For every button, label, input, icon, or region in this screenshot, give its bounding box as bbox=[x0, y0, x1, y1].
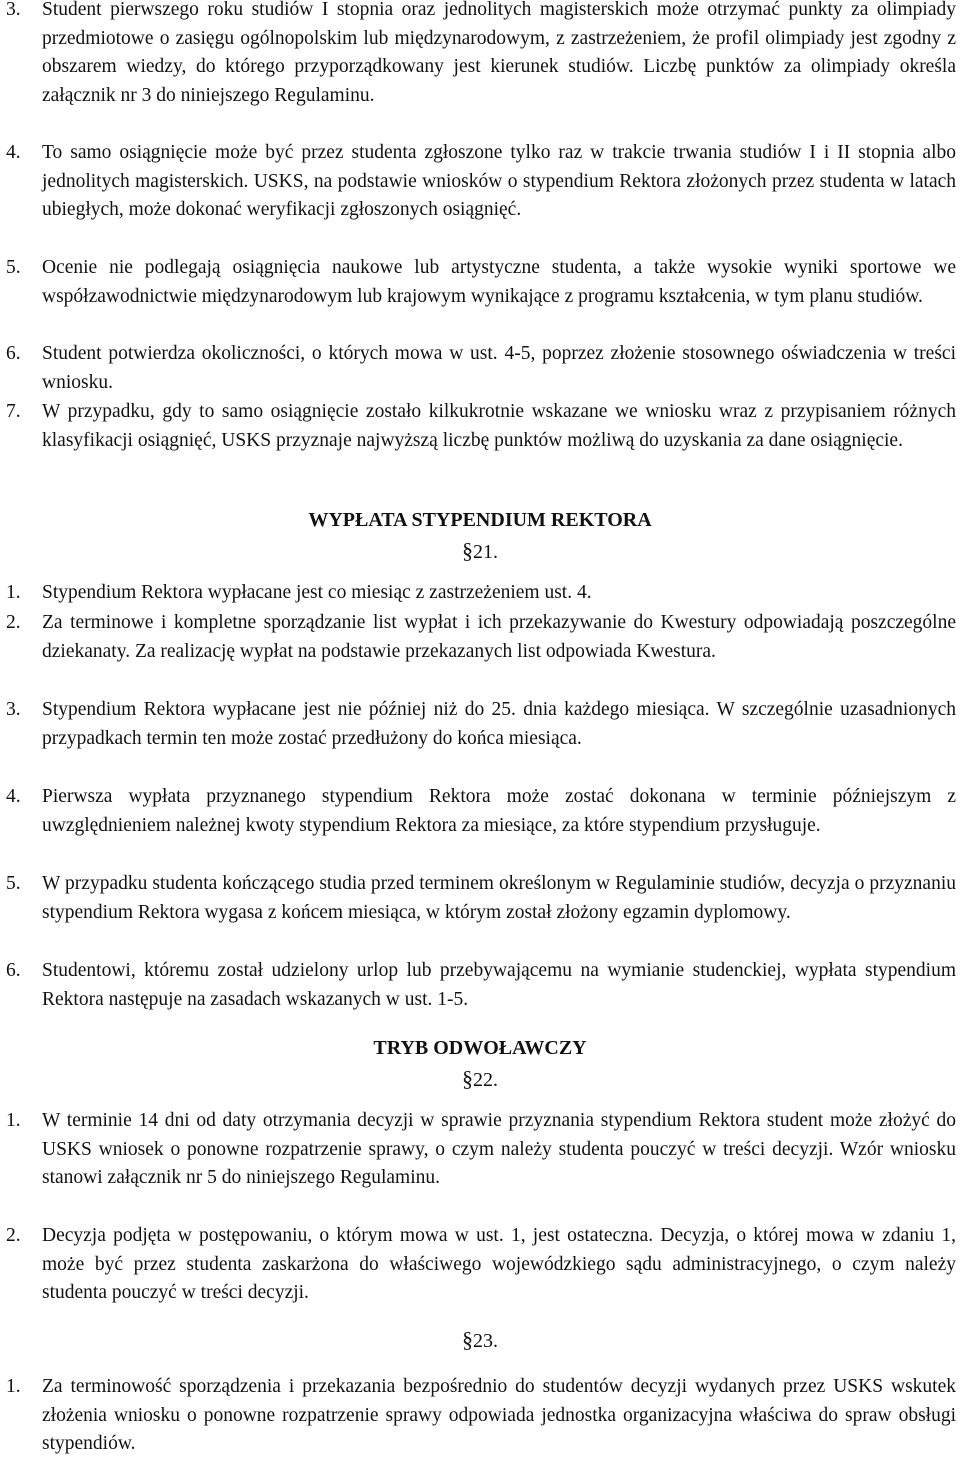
item-text: W przypadku, gdy to samo osiągnięcie zostało kilkukrotnie wskazane we wniosku wraz z przypisaniem różnych klasyfikacji osiągnięć, USKS przyznaje najwyższą liczbę punktów możliwą do uzyskania za dane osiągnięcie. bbox=[42, 401, 956, 451]
list-item bbox=[6, 1222, 956, 1308]
item-number: 2. bbox=[6, 612, 21, 633]
item-number: 4. bbox=[6, 142, 21, 163]
item-text: Studentowi, któremu został udzielony urlop lub przebywającemu na wymianie studenckiej, wypłata stypendium Rektora następuje na zasadach wskazanych w ust. 1-5. bbox=[42, 960, 956, 1010]
list-item bbox=[6, 783, 956, 840]
paragraph-number bbox=[0, 537, 960, 566]
item-text: Student potwierdza okoliczności, o których mowa w ust. 4-5, poprzez złożenie stosownego oświadczenia w treści wniosku. bbox=[42, 343, 956, 393]
item-text: Za terminowość sporządzenia i przekazania bezpośrednio do studentów decyzji wydanych przez USKS wskutek złożenia wniosku o ponowne rozpatrzenie sprawy odpowiada jednostka organizacyjna właściwa do spraw obsługi stypendiów. bbox=[42, 1376, 956, 1455]
item-text: To samo osiągnięcie może być przez studenta zgłoszone tylko raz w trakcie trwania studiów I i II stopnia albo jednolitych magisterskich. USKS, na podstawie wniosków o stypendium Rektora złożonych przez studenta w latach ubiegłych, może dokonać weryfikacji zgłoszonych osiągnięć. bbox=[42, 142, 956, 221]
item-text: Decyzja podjęta w postępowaniu, o którym mowa w ust. 1, jest ostateczna. Decyzja, o której mowa w zdaniu 1, może być przez studenta zaskarżona do właściwego wojewódzkiego sądu administracyjnego, o czym należy studenta pouczyć w treści decyzji. bbox=[42, 1225, 956, 1304]
list-item bbox=[6, 1373, 956, 1459]
item-number: 1. bbox=[6, 1110, 21, 1131]
paragraph-number bbox=[0, 1326, 960, 1355]
list-item bbox=[6, 139, 956, 225]
item-number: 3. bbox=[6, 699, 21, 720]
item-number: 4. bbox=[6, 786, 21, 807]
item-text: Pierwsza wypłata przyznanego stypendium Rektora może zostać dokonana w terminie późniejszym z uwzględnieniem należnej kwoty stypendium Rektora za miesiące, za które stypendium przysługuje. bbox=[42, 786, 956, 836]
item-number: 7. bbox=[6, 401, 21, 422]
list-item bbox=[6, 870, 956, 927]
item-number: 1. bbox=[6, 582, 21, 603]
item-text: Ocenie nie podlegają osiągnięcia naukowe lub artystyczne studenta, a także wysokie wyniki sportowe we współzawodnictwie międzynarodowym lub krajowym wynikające z programu kształcenia, w tym planu studiów. bbox=[42, 257, 956, 307]
list-item bbox=[6, 957, 956, 1014]
item-number: 5. bbox=[6, 873, 21, 894]
item-number: 6. bbox=[6, 343, 21, 364]
item-text: Za terminowe i kompletne sporządzanie list wypłat i ich przekazywanie do Kwestury odpowiadają poszczególne dziekanaty. Za realizację wypłat na podstawie przekazanych list odpowiada Kwestura. bbox=[42, 612, 956, 662]
section-sign: § bbox=[462, 1066, 473, 1091]
list-item bbox=[6, 579, 956, 608]
list-item bbox=[6, 254, 956, 311]
section-sign: § bbox=[462, 538, 473, 563]
item-text: W terminie 14 dni od daty otrzymania decyzji w sprawie przyznania stypendium Rektora student może złożyć do USKS wniosek o ponowne rozpatrzenie sprawy, o czym należy studenta pouczyć w treści decyzji. Wzór wniosku stanowi załącznik nr 5 do niniejszego Regulaminu. bbox=[42, 1110, 956, 1189]
section-heading: TRYB ODWOŁAWCZY bbox=[373, 1037, 587, 1059]
list-item bbox=[6, 0, 956, 110]
item-number: 6. bbox=[6, 960, 21, 981]
list-item bbox=[6, 398, 956, 455]
section-heading: WYPŁATA STYPENDIUM REKTORA bbox=[308, 509, 652, 531]
item-number: 1. bbox=[6, 1376, 21, 1397]
item-number: 5. bbox=[6, 257, 21, 278]
item-text: Stypendium Rektora wypłacane jest nie później niż do 25. dnia każdego miesiąca. W szczególnie uzasadnionych przypadkach termin ten może zostać przedłużony do końca miesiąca. bbox=[42, 699, 956, 749]
section-sign: § bbox=[462, 1327, 473, 1352]
paragraph-label: 21. bbox=[473, 541, 498, 563]
list-item bbox=[6, 340, 956, 397]
paragraph-label: 23. bbox=[473, 1330, 498, 1352]
item-number: 2. bbox=[6, 1225, 21, 1246]
list-item bbox=[6, 1107, 956, 1193]
item-text: Stypendium Rektora wypłacane jest co miesiąc z zastrzeżeniem ust. 4. bbox=[42, 582, 592, 603]
item-number: 3. bbox=[6, 0, 21, 20]
item-text: Student pierwszego roku studiów I stopnia oraz jednolitych magisterskich może otrzymać punkty za olimpiady przedmiotowe o zasięgu ogólnopolskim lub międzynarodowym, z zastrzeżeniem, że profil olimpiady jest zgodny z obszarem wiedzy, do którego przyporządkowany jest kierunek studiów. Liczbę punktów za olimpiady określa załącznik nr 3 do niniejszego Regulaminu. bbox=[42, 0, 956, 106]
paragraph-label: 22. bbox=[473, 1069, 498, 1091]
list-item bbox=[6, 609, 956, 666]
paragraph-number bbox=[0, 1065, 960, 1094]
list-item bbox=[6, 696, 956, 753]
item-text: W przypadku studenta kończącego studia przed terminem określonym w Regulaminie studiów, decyzja o przyznaniu stypendium Rektora wygasa z końcem miesiąca, w którym został złożony egzamin dyplomowy. bbox=[42, 873, 956, 923]
